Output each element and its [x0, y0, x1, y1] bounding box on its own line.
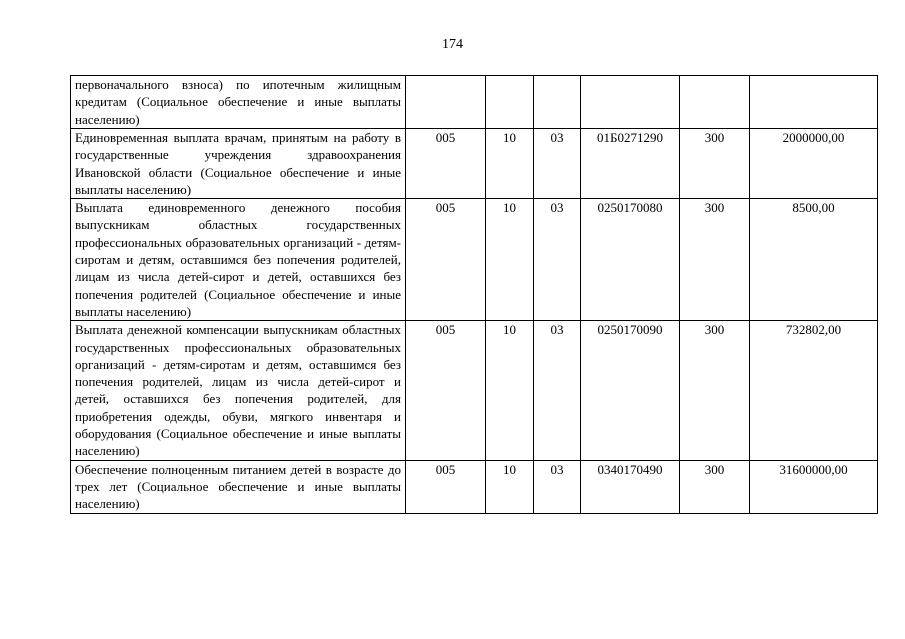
table-row	[71, 129, 878, 199]
expense-type-code: 300	[680, 199, 750, 321]
section-code: 10	[486, 321, 534, 460]
row-description: Выплата единовременного денежного пособия выпускникам областных государственных профессиональных образовательных организаций - детям-сиротам и детям, оставшимся без попечения родителей, лицам из числа детей-сирот и детей, оставшихся без попечения родителей (Социальное обеспечение и иные выплаты населению)	[71, 199, 406, 321]
amount-value	[750, 76, 878, 129]
target-article-code: 0340170490	[581, 460, 680, 513]
subsection-code: 03	[534, 129, 581, 199]
expense-type-code: 300	[680, 321, 750, 460]
section-code: 10	[486, 199, 534, 321]
ministry-code: 005	[406, 129, 486, 199]
row-description: Единовременная выплата врачам, принятым на работу в государственные учреждения здравоохранения Ивановской области (Социальное обеспечение и иные выплаты населению)	[71, 129, 406, 199]
table-row	[71, 321, 878, 460]
target-article-code: 0250170090	[581, 321, 680, 460]
amount-value: 2000000,00	[750, 129, 878, 199]
table-row	[71, 199, 878, 321]
subsection-code: 03	[534, 321, 581, 460]
section-code: 10	[486, 460, 534, 513]
target-article-code	[581, 76, 680, 129]
expense-type-code: 300	[680, 129, 750, 199]
subsection-code: 03	[534, 460, 581, 513]
target-article-code: 0250170080	[581, 199, 680, 321]
section-code: 10	[486, 129, 534, 199]
row-description: первоначального взноса) по ипотечным жилищным кредитам (Социальное обеспечение и иные выплаты населению)	[71, 76, 406, 129]
amount-value: 732802,00	[750, 321, 878, 460]
budget-table	[70, 75, 878, 514]
ministry-code	[406, 76, 486, 129]
row-description: Обеспечение полноценным питанием детей в возрасте до трех лет (Социальное обеспечение и иные выплаты населению)	[71, 460, 406, 513]
subsection-code	[534, 76, 581, 129]
expense-type-code: 300	[680, 460, 750, 513]
subsection-code: 03	[534, 199, 581, 321]
ministry-code: 005	[406, 321, 486, 460]
ministry-code: 005	[406, 199, 486, 321]
expense-type-code	[680, 76, 750, 129]
row-description: Выплата денежной компенсации выпускникам областных государственных профессиональных образовательных организаций - детям-сиротам и детям, оставшимся без попечения родителей, лицам из числа детей-сирот и детей, оставшихся без попечения родителей, для приобретения одежды, обуви, мягкого инвентаря и оборудования (Социальное обеспечение и иные выплаты населению)	[71, 321, 406, 460]
table-row	[71, 76, 878, 129]
section-code	[486, 76, 534, 129]
ministry-code: 005	[406, 460, 486, 513]
amount-value: 8500,00	[750, 199, 878, 321]
amount-value: 31600000,00	[750, 460, 878, 513]
page-number: 174	[442, 37, 463, 52]
table-row	[71, 460, 878, 513]
target-article-code: 01Б0271290	[581, 129, 680, 199]
